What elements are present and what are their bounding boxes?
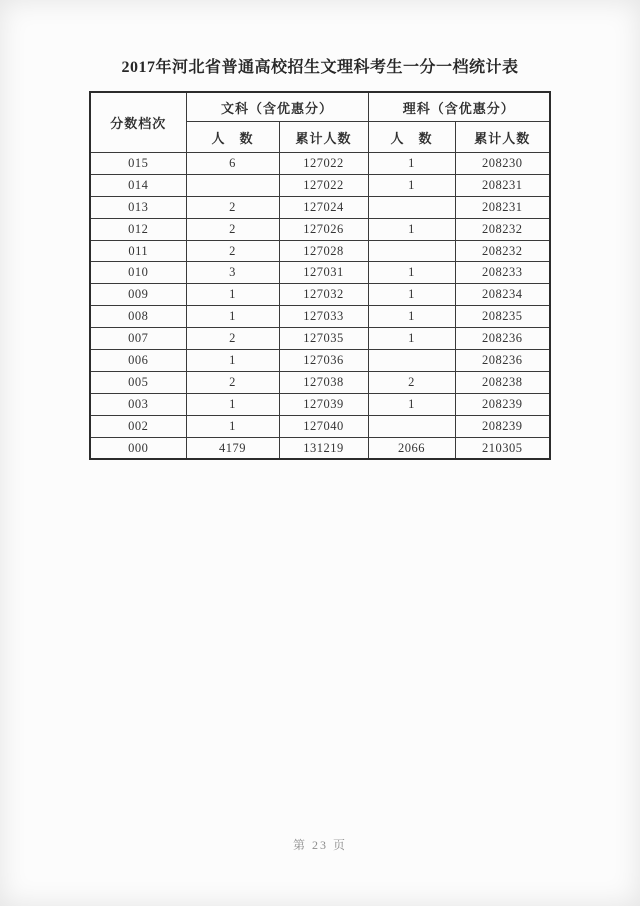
cell-sci-cum: 208236 <box>455 350 550 372</box>
cell-sci-cum: 208231 <box>455 174 550 196</box>
cell-tier: 015 <box>90 153 186 175</box>
cell-tier: 011 <box>90 240 186 262</box>
cell-sci-count <box>368 240 455 262</box>
cell-la-count <box>186 174 279 196</box>
cell-sci-count: 1 <box>368 328 455 350</box>
cell-tier: 010 <box>90 262 186 284</box>
cell-tier: 013 <box>90 196 186 218</box>
cell-la-count: 2 <box>186 218 279 240</box>
table-row <box>90 218 550 240</box>
cell-la-count: 2 <box>186 196 279 218</box>
cell-sci-count: 1 <box>368 262 455 284</box>
cell-la-cum: 127031 <box>279 262 368 284</box>
cell-la-cum: 131219 <box>279 437 368 459</box>
cell-sci-count: 1 <box>368 393 455 415</box>
cell-la-cum: 127026 <box>279 218 368 240</box>
table-row <box>90 262 550 284</box>
cell-sci-count: 1 <box>368 174 455 196</box>
header-sci-count: 人 数 <box>368 122 455 153</box>
cell-la-cum: 127032 <box>279 284 368 306</box>
header-row-groups <box>90 92 550 122</box>
cell-sci-cum: 208239 <box>455 393 550 415</box>
cell-sci-cum: 208230 <box>455 153 550 175</box>
page-title: 2017年河北省普通高校招生文理科考生一分一档统计表 <box>121 59 519 76</box>
cell-tier: 005 <box>90 371 186 393</box>
cell-la-count: 2 <box>186 328 279 350</box>
cell-sci-cum: 208232 <box>455 240 550 262</box>
cell-tier: 007 <box>90 328 186 350</box>
cell-sci-count <box>368 196 455 218</box>
cell-sci-cum: 208238 <box>455 371 550 393</box>
header-sci-cumulative: 累计人数 <box>455 122 550 153</box>
cell-la-count: 2 <box>186 240 279 262</box>
cell-tier: 014 <box>90 174 186 196</box>
table-row <box>90 415 550 437</box>
cell-la-cum: 127038 <box>279 371 368 393</box>
cell-la-count: 2 <box>186 371 279 393</box>
cell-la-count: 6 <box>186 153 279 175</box>
cell-la-count: 1 <box>186 284 279 306</box>
cell-la-count: 1 <box>186 393 279 415</box>
cell-sci-cum: 208233 <box>455 262 550 284</box>
cell-sci-cum: 208236 <box>455 328 550 350</box>
cell-sci-count: 1 <box>368 153 455 175</box>
cell-tier: 008 <box>90 306 186 328</box>
cell-la-cum: 127035 <box>279 328 368 350</box>
table-row <box>90 196 550 218</box>
cell-la-cum: 127040 <box>279 415 368 437</box>
cell-la-cum: 127039 <box>279 393 368 415</box>
cell-la-cum: 127036 <box>279 350 368 372</box>
cell-la-count: 1 <box>186 415 279 437</box>
cell-sci-count: 1 <box>368 306 455 328</box>
table-row <box>90 393 550 415</box>
cell-sci-count: 1 <box>368 284 455 306</box>
cell-la-count: 1 <box>186 350 279 372</box>
table-row <box>90 328 550 350</box>
header-la-count: 人 数 <box>186 122 279 153</box>
table-row <box>90 437 550 459</box>
cell-sci-cum: 208235 <box>455 306 550 328</box>
cell-tier: 012 <box>90 218 186 240</box>
cell-tier: 003 <box>90 393 186 415</box>
cell-sci-count: 1 <box>368 218 455 240</box>
cell-sci-cum: 208239 <box>455 415 550 437</box>
cell-sci-cum: 208232 <box>455 218 550 240</box>
table-row <box>90 306 550 328</box>
cell-la-cum: 127033 <box>279 306 368 328</box>
header-science-group: 理科（含优惠分） <box>368 92 550 122</box>
table-row <box>90 350 550 372</box>
table-row <box>90 240 550 262</box>
cell-sci-count: 2066 <box>368 437 455 459</box>
cell-tier: 006 <box>90 350 186 372</box>
cell-tier: 002 <box>90 415 186 437</box>
table-row <box>90 153 550 175</box>
cell-sci-cum: 208234 <box>455 284 550 306</box>
cell-sci-cum: 210305 <box>455 437 550 459</box>
cell-sci-count <box>368 415 455 437</box>
table-row <box>90 371 550 393</box>
cell-sci-cum: 208231 <box>455 196 550 218</box>
score-statistics-table <box>89 91 551 460</box>
header-score-tier: 分数档次 <box>90 92 186 153</box>
cell-la-cum: 127024 <box>279 196 368 218</box>
page-number: 第 23 页 <box>292 838 347 852</box>
cell-sci-count <box>368 350 455 372</box>
cell-la-cum: 127022 <box>279 153 368 175</box>
header-liberal-arts-group: 文科（含优惠分） <box>186 92 368 122</box>
cell-tier: 000 <box>90 437 186 459</box>
table-row <box>90 174 550 196</box>
table-row <box>90 284 550 306</box>
cell-la-count: 4179 <box>186 437 279 459</box>
header-la-cumulative: 累计人数 <box>279 122 368 153</box>
cell-la-count: 3 <box>186 262 279 284</box>
cell-la-count: 1 <box>186 306 279 328</box>
cell-la-cum: 127022 <box>279 174 368 196</box>
cell-tier: 009 <box>90 284 186 306</box>
cell-sci-count: 2 <box>368 371 455 393</box>
cell-la-cum: 127028 <box>279 240 368 262</box>
